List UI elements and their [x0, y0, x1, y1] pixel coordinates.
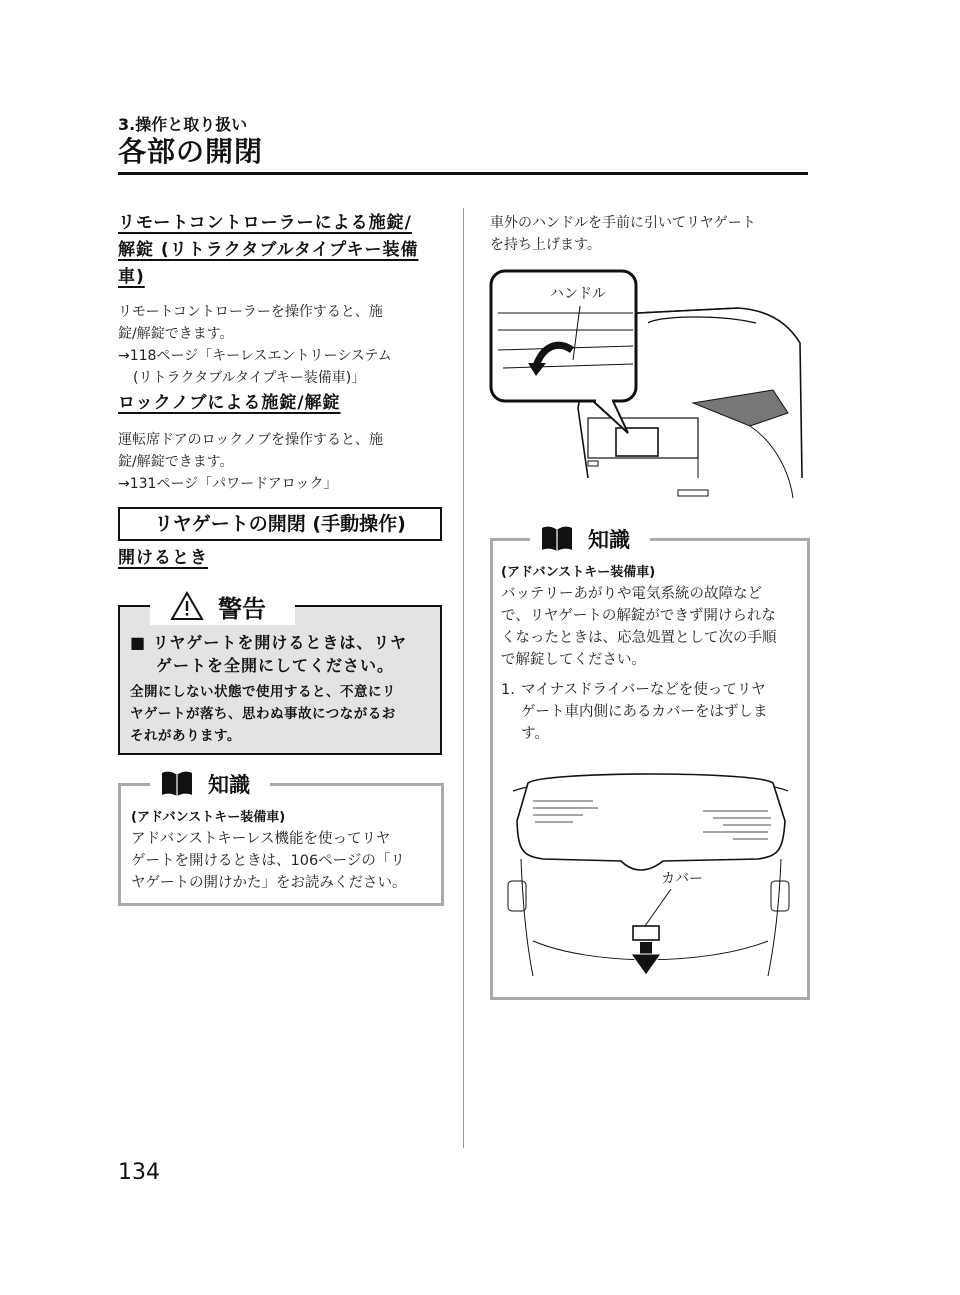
knob-section [118, 390, 448, 495]
rear-gate-handle-figure [488, 268, 808, 508]
breadcrumb: 3.操作と取り扱い [118, 115, 248, 134]
info-label-tab-right [530, 518, 650, 558]
info-label-left: 知識 [208, 773, 250, 797]
remote-section [118, 210, 448, 389]
warning-triangle-icon [170, 591, 204, 621]
info-label-right: 知識 [588, 528, 630, 552]
knob-body: 運転席ドアのロックノブを操作すると、施 錠/解錠できます。 [118, 432, 384, 470]
open-heading: 開けるとき [118, 548, 208, 568]
info-sub-right: (アドバンストキー装備車) [501, 565, 656, 580]
book-icon [540, 524, 574, 552]
info-text-right: バッテリーあがりや電気系統の故障など で、リヤゲートの解錠ができず開けられな くなったときは、応急処置として次の手順 で解錠してください。 [501, 586, 777, 668]
info-sub-left: (アドバンストキー装備車) [131, 810, 286, 825]
info-box-right [490, 538, 810, 1000]
info-text-left: アドバンストキーレス機能を使ってリヤ ゲートを開けるときは、106ページの「リ ヤゲートの開けかた」をお読みください。 [131, 831, 407, 891]
warning-body: 全開にしない状態で使用すると、不意にリ ヤゲートが落ち、思わぬ事故につながるお それがあります。 [130, 684, 396, 744]
warning-label: 警告 [218, 595, 266, 623]
knob-reference-link[interactable]: →131ページ「パワードアロック」 [118, 476, 338, 492]
right-intro: 車外のハンドルを手前に引いてリヤゲート を持ち上げます。 [490, 215, 756, 253]
cover-label: カバー [661, 871, 703, 887]
book-icon [160, 769, 194, 797]
warning-box [118, 605, 442, 755]
gate-cover-figure [503, 761, 798, 986]
remote-body: リモートコントローラーを操作すると、施 錠/解錠できます。 [118, 304, 383, 342]
info-label-tab-left [150, 763, 270, 803]
handle-label: ハンドル [550, 286, 606, 302]
remote-reference-link[interactable]: →118ページ「キーレスエントリーシステム (リトラクタブルタイプキー装備車)」 [118, 348, 392, 386]
warning-label-tab [150, 585, 295, 625]
column-divider [463, 208, 464, 1148]
page-title: 各部の開閉 [118, 135, 264, 168]
section-title-box: リヤゲートの開閉 (手動操作) [118, 507, 442, 541]
knob-heading: ロックノブによる施錠/解錠 [118, 393, 341, 413]
remote-heading: リモートコントローラーによる施錠/ 解錠 (リトラクタブルタイプキー装備 車) [118, 213, 419, 287]
page-number: 134 [118, 1160, 160, 1185]
warning-heading: ■ リヤゲートを開けるときは、リヤ ゲートを全開にしてください。 [130, 633, 408, 675]
step-1: 1. マイナスドライバーなどを使ってリヤ ゲート車内側にあるカバーをはずしま す。 [501, 682, 768, 742]
title-rule [118, 172, 808, 175]
